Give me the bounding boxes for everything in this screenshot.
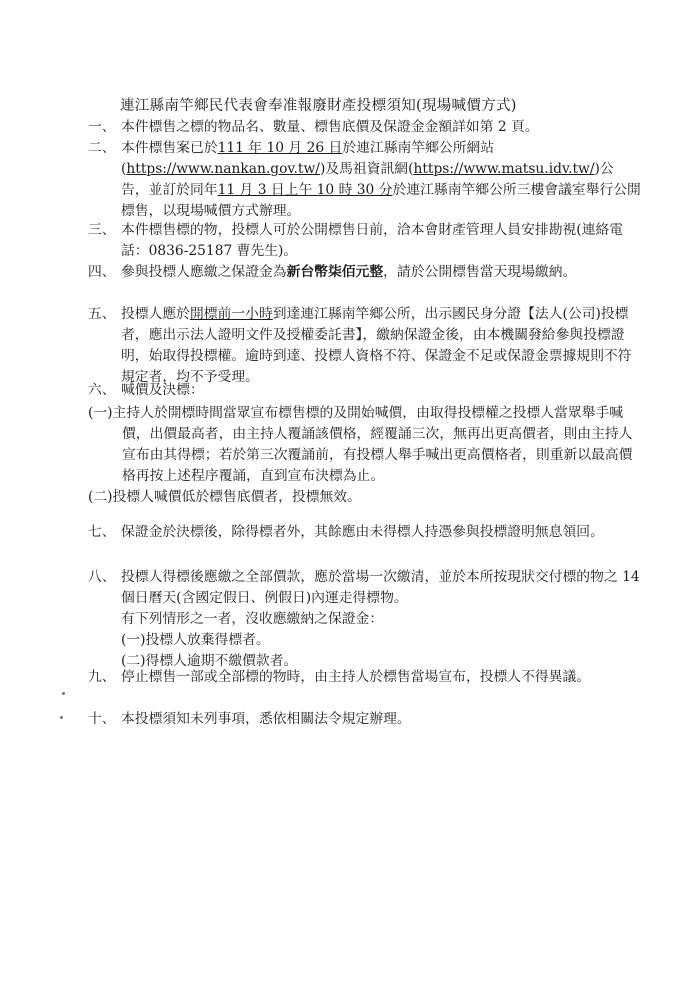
text-run: 本件標售案已於 — [121, 140, 218, 156]
clause-number: 五、 — [88, 306, 116, 322]
text-run: 於連江縣南竿鄉公所三樓會議室舉行公開標售，以現場喊價方式辦理。 — [121, 182, 641, 219]
clause-number: 六、 — [88, 382, 116, 398]
clause-8-sub-1: (一)投標人放棄得標者。 — [121, 632, 270, 648]
clause-number: 四、 — [88, 264, 116, 280]
text-run: ，請於公開標售當天現場繳納。 — [383, 264, 577, 280]
text-run: 投標人應於 — [121, 306, 190, 322]
clause-8 — [88, 567, 648, 672]
clause-2 — [88, 138, 648, 222]
clause-4 — [88, 262, 648, 283]
clause-6 — [88, 380, 648, 508]
clause-5 — [88, 304, 648, 388]
auction-datetime: 11 月 3 日上午 10 時 30 分 — [217, 182, 393, 198]
clause-number: 三、 — [88, 222, 116, 238]
clause-text: 保證金於決標後，除得標者外，其餘應由未得標人持憑參與投標證明無息領回。 — [121, 524, 604, 540]
clause-text: 本件標售標的物，投標人可於公開標售日前，洽本會財產管理人員安排勘視(連絡電話：0836-25187 曹先生)。 — [121, 222, 624, 259]
scan-speck — [60, 716, 63, 719]
clause-7 — [88, 522, 648, 543]
clause-text — [121, 262, 641, 283]
document-title: 連江縣南竿鄉民代表會奉准報廢財產投標須知(現場喊價方式) — [120, 98, 517, 114]
clause-number: 一、 — [88, 119, 116, 135]
clause-number: 二、 — [88, 140, 116, 156]
matsu-website-link[interactable]: https://www.matsu.idv.tw/ — [413, 161, 595, 177]
clause-number: 十、 — [88, 711, 116, 727]
clause-number: 九、 — [88, 669, 116, 685]
clause-text: 停止標售一部或全部標的物時，由主持人於標售當場宣布，投標人不得異議。 — [121, 669, 591, 685]
clause-text — [121, 138, 641, 222]
clause-10 — [88, 709, 648, 730]
clause-1 — [88, 117, 648, 138]
arrival-deadline: 開標前一小時 — [189, 306, 273, 322]
text-run: 於連江縣南竿鄉公所網站( — [121, 140, 495, 177]
clause-number: 八、 — [88, 569, 116, 585]
text-run: 參與投標人應繳之保證金為 — [121, 264, 287, 280]
clause-number: 七、 — [88, 524, 116, 540]
deposit-amount: 新台幣柒佰元整 — [286, 264, 384, 280]
clause-9 — [88, 667, 648, 688]
clause-8-sub-2: (二)得標人逾期不繳價款者。 — [121, 653, 298, 669]
clause-6-sub-2: (二)投標人喊價低於標售底價者，投標無效。 — [88, 489, 361, 505]
text-run: )及馬祖資訊網( — [319, 161, 414, 177]
clause-text: 本件標售之標的物品名、數量、標售底價及保證金金額詳如第 2 頁。 — [121, 119, 539, 135]
clause-text — [121, 304, 641, 388]
text-run: )公告，並訂於同年 — [121, 161, 614, 198]
scan-speck — [62, 692, 65, 695]
nankan-website-link[interactable]: https://www.nankan.gov.tw/ — [126, 161, 320, 177]
clause-text: 投標人得標後應繳之全部價款，應於當場一次繳清，並於本所按現狀交付標的物之 14 個日曆天(含國定假日、例假日)內運走得標物。 — [121, 569, 640, 606]
clause-text: 本投標須知未列事項，悉依相關法令規定辦理。 — [121, 711, 411, 727]
clause-3 — [88, 220, 648, 262]
clause-heading: 喊價及決標： — [121, 382, 204, 398]
announce-date: 111 年 10 月 26 日 — [217, 140, 343, 156]
clause-8-condition: 有下列情形之一者，沒收應繳納之保證金： — [121, 611, 384, 627]
text-run: 到達連江縣南竿鄉公所，出示國民身分證【法人(公司)投標者，應出示法人證明文件及授權委託書】，繳納保證金後，由本機關發給參與投標證明，始取得投標權。逾時到達、投標人資格不符、保證金不足或保證金票據規則不符規定者，均不予受理。 — [121, 306, 632, 385]
clause-6-sub-1: (一)主持人於開標時間當眾宣布標售標的及開始喊價，由取得投標權之投標人當眾舉手喊價，出價最高者，由主持人覆誦該價格，經覆誦三次，無再出更高價者，則由主持人宣布由其得標；若於第三次覆誦前，有投標人舉手喊出更高價格者，則重新以最高價格再按上述程序覆誦，直到宣布決標為止。 — [88, 405, 633, 484]
